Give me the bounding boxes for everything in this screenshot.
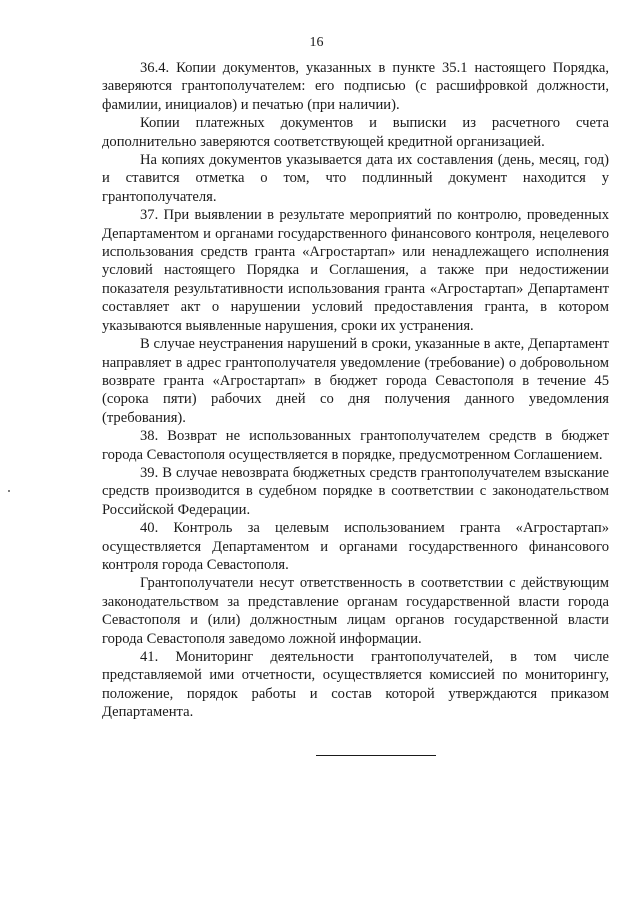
page-number: 16 xyxy=(309,35,324,50)
paragraph-37: 37. При выявлении в результате мероприятий по контролю, проведенных Департаментом и органами государственного финансового контроля, нецелевого использования средств гранта «Агростартап» или ненадлежащего исполнения условий настоящего Порядка и Соглашения, а также при недостижении показателя результативности использования гранта «Агростартап» Департамент составляет акт о нарушении условий предоставления гранта, в котором указываются выявленные нарушения, сроки их устранения. xyxy=(102,207,609,334)
paragraph-41: 41. Мониторинг деятельности грантополучателей, в том числе представляемой ими отчетности, осуществляется комиссией по мониторингу, положение, порядок работы и состав которой утверждаются приказом Департамента. xyxy=(102,649,609,721)
margin-mark xyxy=(8,490,10,492)
paragraph-payment-copies: Копии платежных документов и выписки из расчетного счета дополнительно заверяются соответствующей кредитной организацией. xyxy=(102,115,609,150)
paragraph-copy-dates: На копиях документов указывается дата их составления (день, месяц, год) и ставится отметка о том, что подлинный документ находится у грантополучателя. xyxy=(102,152,609,205)
paragraph-36-4: 36.4. Копии документов, указанных в пункте 35.1 настоящего Порядка, заверяются грантополучателем: его подписью (с расшифровкой должности, фамилии, инициалов) и печатью (при наличии). xyxy=(102,60,609,113)
paragraph-38: 38. Возврат не использованных грантополучателем средств в бюджет города Севастополя осуществляется в порядке, предусмотренном Соглашением. xyxy=(102,428,609,463)
paragraph-responsibility: Грантополучатели несут ответственность в соответствии с действующим законодательством за представление органам государственной власти города Севастополя и (или) должностным лицам органов государственной власти города Севастополя заведомо ложной информации. xyxy=(102,575,609,647)
closing-separator-line xyxy=(316,755,436,756)
paragraph-39: 39. В случае невозврата бюджетных средств грантополучателем взыскание средств производится в судебном порядке в соответствии с законодательством Российской Федерации. xyxy=(102,464,609,518)
paragraph-refund-notice: В случае неустранения нарушений в сроки, указанные в акте, Департамент направляет в адрес грантополучателя уведомление (требование) о добровольном возврате гранта «Агростартап» в бюджет города Севастополя в течение 45 (сорока пяти) рабочих дней со дня получения данного уведомления (требования). xyxy=(102,336,609,426)
paragraph-40: 40. Контроль за целевым использованием гранта «Агростартап» осуществляется Департаментом и органами государственного финансового контроля города Севастополя. xyxy=(102,520,609,573)
document-body xyxy=(102,59,609,722)
